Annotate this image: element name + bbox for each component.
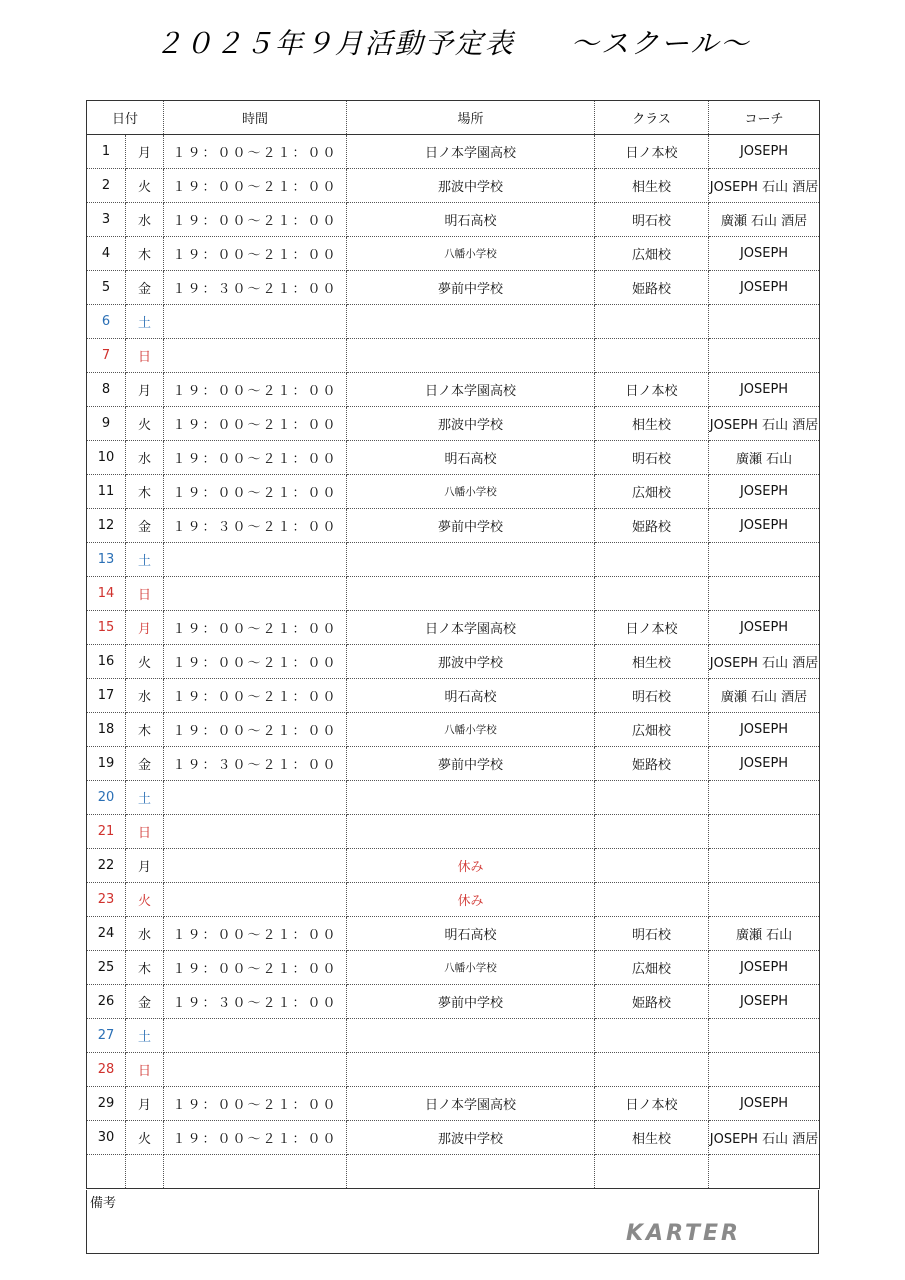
karter-logo-text: KARTER [626, 1221, 742, 1243]
table-row [87, 883, 820, 917]
table-row [87, 339, 820, 373]
row-coach: JOSEPH 石山 酒居 [709, 169, 820, 203]
row-weekday: 日 [126, 339, 164, 373]
table-row [87, 679, 820, 713]
row-class [595, 1155, 709, 1189]
row-time: １９：００～２１：００ [164, 713, 347, 747]
row-class: 相生校 [595, 1121, 709, 1155]
row-time [164, 815, 347, 849]
row-time: １９：００～２１：００ [164, 203, 347, 237]
row-weekday: 火 [126, 407, 164, 441]
row-weekday: 日 [126, 815, 164, 849]
row-place: 那波中学校 [347, 407, 595, 441]
row-time: １９：００～２１：００ [164, 1121, 347, 1155]
row-day: 30 [87, 1121, 126, 1155]
row-place: 日ノ本学園高校 [347, 1087, 595, 1121]
row-time [164, 883, 347, 917]
row-coach: 廣瀬 石山 [709, 441, 820, 475]
row-place [347, 781, 595, 815]
row-weekday: 火 [126, 883, 164, 917]
schedule-body [87, 135, 820, 1189]
row-class: 日ノ本校 [595, 135, 709, 169]
row-day: 26 [87, 985, 126, 1019]
title-text: ２０２５年９月活動予定表 [154, 27, 515, 60]
row-class [595, 339, 709, 373]
row-place: 八幡小学校 [347, 713, 595, 747]
row-weekday: 水 [126, 917, 164, 951]
row-coach: JOSEPH [709, 135, 820, 169]
row-weekday: 木 [126, 951, 164, 985]
row-weekday: 金 [126, 747, 164, 781]
row-class [595, 577, 709, 611]
table-row [87, 577, 820, 611]
row-day: 9 [87, 407, 126, 441]
row-weekday: 金 [126, 271, 164, 305]
row-day: 4 [87, 237, 126, 271]
table-row [87, 305, 820, 339]
row-time [164, 577, 347, 611]
row-class: 広畑校 [595, 475, 709, 509]
row-class: 姫路校 [595, 271, 709, 305]
row-place [347, 339, 595, 373]
row-time: １９：００～２１：００ [164, 441, 347, 475]
table-row [87, 441, 820, 475]
row-weekday: 水 [126, 679, 164, 713]
row-coach: JOSEPH [709, 713, 820, 747]
row-class: 明石校 [595, 917, 709, 951]
row-class [595, 1019, 709, 1053]
table-row [87, 781, 820, 815]
row-place: 日ノ本学園高校 [347, 135, 595, 169]
row-class: 姫路校 [595, 985, 709, 1019]
row-time [164, 781, 347, 815]
row-weekday: 月 [126, 135, 164, 169]
row-place: 八幡小学校 [347, 475, 595, 509]
table-row [87, 713, 820, 747]
row-coach: JOSEPH [709, 509, 820, 543]
row-coach [709, 883, 820, 917]
table-row [87, 917, 820, 951]
row-place: 日ノ本学園高校 [347, 611, 595, 645]
table-row [87, 1121, 820, 1155]
row-day: 14 [87, 577, 126, 611]
row-coach: 廣瀬 石山 酒居 [709, 679, 820, 713]
row-class [595, 543, 709, 577]
row-weekday: 土 [126, 781, 164, 815]
row-time: １９：００～２１：００ [164, 951, 347, 985]
row-weekday [126, 1155, 164, 1189]
row-coach [709, 339, 820, 373]
row-time: １９：３０～２１：００ [164, 747, 347, 781]
row-coach: JOSEPH [709, 373, 820, 407]
row-weekday: 火 [126, 645, 164, 679]
row-coach: JOSEPH [709, 747, 820, 781]
row-coach [709, 305, 820, 339]
row-weekday: 火 [126, 1121, 164, 1155]
header-time: 時間 [164, 101, 347, 135]
row-weekday: 日 [126, 577, 164, 611]
row-coach: JOSEPH [709, 1087, 820, 1121]
row-weekday: 木 [126, 713, 164, 747]
table-row [87, 203, 820, 237]
row-day [87, 1155, 126, 1189]
row-time: １９：００～２１：００ [164, 611, 347, 645]
row-day: 28 [87, 1053, 126, 1087]
row-day: 19 [87, 747, 126, 781]
row-weekday: 水 [126, 441, 164, 475]
title-subtitle: ～スクール～ [570, 27, 751, 60]
row-coach: JOSEPH [709, 611, 820, 645]
row-day: 6 [87, 305, 126, 339]
row-weekday: 木 [126, 475, 164, 509]
row-class: 日ノ本校 [595, 611, 709, 645]
row-time [164, 1019, 347, 1053]
table-row [87, 543, 820, 577]
row-time: １９：００～２１：００ [164, 475, 347, 509]
row-place: 夢前中学校 [347, 985, 595, 1019]
row-place: 那波中学校 [347, 169, 595, 203]
row-day: 18 [87, 713, 126, 747]
row-time: １９：００～２１：００ [164, 645, 347, 679]
row-time: １９：００～２１：００ [164, 237, 347, 271]
row-day: 16 [87, 645, 126, 679]
row-time [164, 849, 347, 883]
row-time [164, 1053, 347, 1087]
row-coach [709, 543, 820, 577]
row-class: 日ノ本校 [595, 1087, 709, 1121]
row-coach [709, 781, 820, 815]
header-date: 日付 [87, 101, 164, 135]
row-class: 広畑校 [595, 713, 709, 747]
row-time [164, 305, 347, 339]
row-weekday: 土 [126, 305, 164, 339]
row-class: 姫路校 [595, 509, 709, 543]
row-place: 休み [347, 883, 595, 917]
table-row [87, 1155, 820, 1189]
row-place [347, 305, 595, 339]
row-time: １９：３０～２１：００ [164, 509, 347, 543]
row-day: 10 [87, 441, 126, 475]
table-row [87, 747, 820, 781]
row-day: 27 [87, 1019, 126, 1053]
row-time: １９：３０～２１：００ [164, 985, 347, 1019]
table-row [87, 611, 820, 645]
row-coach [709, 849, 820, 883]
remarks-label: 備考 [90, 1196, 117, 1211]
row-time: １９：００～２１：００ [164, 407, 347, 441]
row-time [164, 1155, 347, 1189]
row-day: 11 [87, 475, 126, 509]
row-weekday: 木 [126, 237, 164, 271]
row-weekday: 月 [126, 1087, 164, 1121]
row-weekday: 土 [126, 543, 164, 577]
row-time: １９：００～２１：００ [164, 135, 347, 169]
row-place [347, 577, 595, 611]
row-class: 相生校 [595, 645, 709, 679]
row-day: 29 [87, 1087, 126, 1121]
row-time [164, 543, 347, 577]
row-place: 八幡小学校 [347, 237, 595, 271]
row-weekday: 火 [126, 169, 164, 203]
row-coach: JOSEPH 石山 酒居 [709, 645, 820, 679]
row-day: 23 [87, 883, 126, 917]
table-row [87, 1053, 820, 1087]
table-row [87, 407, 820, 441]
row-weekday: 月 [126, 849, 164, 883]
row-day: 21 [87, 815, 126, 849]
row-day: 24 [87, 917, 126, 951]
row-class: 姫路校 [595, 747, 709, 781]
row-day: 25 [87, 951, 126, 985]
row-class [595, 849, 709, 883]
karter-logo [622, 1221, 796, 1243]
table-row [87, 271, 820, 305]
row-weekday: 水 [126, 203, 164, 237]
row-class: 相生校 [595, 407, 709, 441]
row-place: 那波中学校 [347, 645, 595, 679]
row-day: 7 [87, 339, 126, 373]
row-place: 夢前中学校 [347, 747, 595, 781]
row-day: 15 [87, 611, 126, 645]
row-class [595, 781, 709, 815]
row-time: １９：００～２１：００ [164, 169, 347, 203]
row-day: 1 [87, 135, 126, 169]
row-day: 5 [87, 271, 126, 305]
row-coach: JOSEPH [709, 271, 820, 305]
table-row [87, 475, 820, 509]
row-class: 広畑校 [595, 237, 709, 271]
table-row [87, 237, 820, 271]
row-day: 2 [87, 169, 126, 203]
table-row [87, 815, 820, 849]
row-class [595, 305, 709, 339]
table-row [87, 951, 820, 985]
row-class [595, 883, 709, 917]
table-row [87, 135, 820, 169]
row-time [164, 339, 347, 373]
header-row [87, 101, 820, 135]
row-day: 22 [87, 849, 126, 883]
row-time: １９：００～２１：００ [164, 373, 347, 407]
table-row [87, 985, 820, 1019]
header-class: クラス [595, 101, 709, 135]
page-title [0, 22, 905, 62]
table-row [87, 1019, 820, 1053]
row-place: 八幡小学校 [347, 951, 595, 985]
row-coach: JOSEPH 石山 酒居 [709, 1121, 820, 1155]
row-day: 3 [87, 203, 126, 237]
row-weekday: 月 [126, 373, 164, 407]
row-place: 休み [347, 849, 595, 883]
row-place [347, 1053, 595, 1087]
row-day: 17 [87, 679, 126, 713]
row-coach: 廣瀬 石山 酒居 [709, 203, 820, 237]
row-place: 日ノ本学園高校 [347, 373, 595, 407]
table-row [87, 849, 820, 883]
row-weekday: 金 [126, 985, 164, 1019]
row-class: 明石校 [595, 441, 709, 475]
row-day: 8 [87, 373, 126, 407]
row-place [347, 543, 595, 577]
row-place: 明石高校 [347, 917, 595, 951]
row-coach: JOSEPH 石山 酒居 [709, 407, 820, 441]
row-coach [709, 1019, 820, 1053]
row-coach: JOSEPH [709, 985, 820, 1019]
row-class: 広畑校 [595, 951, 709, 985]
row-coach [709, 1053, 820, 1087]
row-coach: JOSEPH [709, 237, 820, 271]
row-time: １９：００～２１：００ [164, 679, 347, 713]
row-day: 13 [87, 543, 126, 577]
row-time: １９：００～２１：００ [164, 1087, 347, 1121]
row-coach: JOSEPH [709, 951, 820, 985]
row-place [347, 1019, 595, 1053]
row-coach [709, 577, 820, 611]
row-class [595, 1053, 709, 1087]
table-row [87, 373, 820, 407]
row-coach: JOSEPH [709, 475, 820, 509]
row-day: 20 [87, 781, 126, 815]
row-weekday: 日 [126, 1053, 164, 1087]
table-row [87, 509, 820, 543]
schedule-table [86, 100, 820, 1189]
row-weekday: 土 [126, 1019, 164, 1053]
table-row [87, 1087, 820, 1121]
row-class: 日ノ本校 [595, 373, 709, 407]
row-place: 夢前中学校 [347, 271, 595, 305]
row-time: １９：３０～２１：００ [164, 271, 347, 305]
table-row [87, 169, 820, 203]
row-place: 明石高校 [347, 203, 595, 237]
row-time: １９：００～２１：００ [164, 917, 347, 951]
row-weekday: 金 [126, 509, 164, 543]
row-class: 明石校 [595, 203, 709, 237]
header-coach: コーチ [709, 101, 820, 135]
row-place: 夢前中学校 [347, 509, 595, 543]
table-row [87, 645, 820, 679]
row-place: 明石高校 [347, 441, 595, 475]
row-place [347, 1155, 595, 1189]
row-coach: 廣瀬 石山 [709, 917, 820, 951]
row-coach [709, 815, 820, 849]
row-place [347, 815, 595, 849]
row-place: 那波中学校 [347, 1121, 595, 1155]
row-day: 12 [87, 509, 126, 543]
row-place: 明石高校 [347, 679, 595, 713]
row-class: 明石校 [595, 679, 709, 713]
header-place: 場所 [347, 101, 595, 135]
row-class: 相生校 [595, 169, 709, 203]
row-weekday: 月 [126, 611, 164, 645]
row-coach [709, 1155, 820, 1189]
row-class [595, 815, 709, 849]
